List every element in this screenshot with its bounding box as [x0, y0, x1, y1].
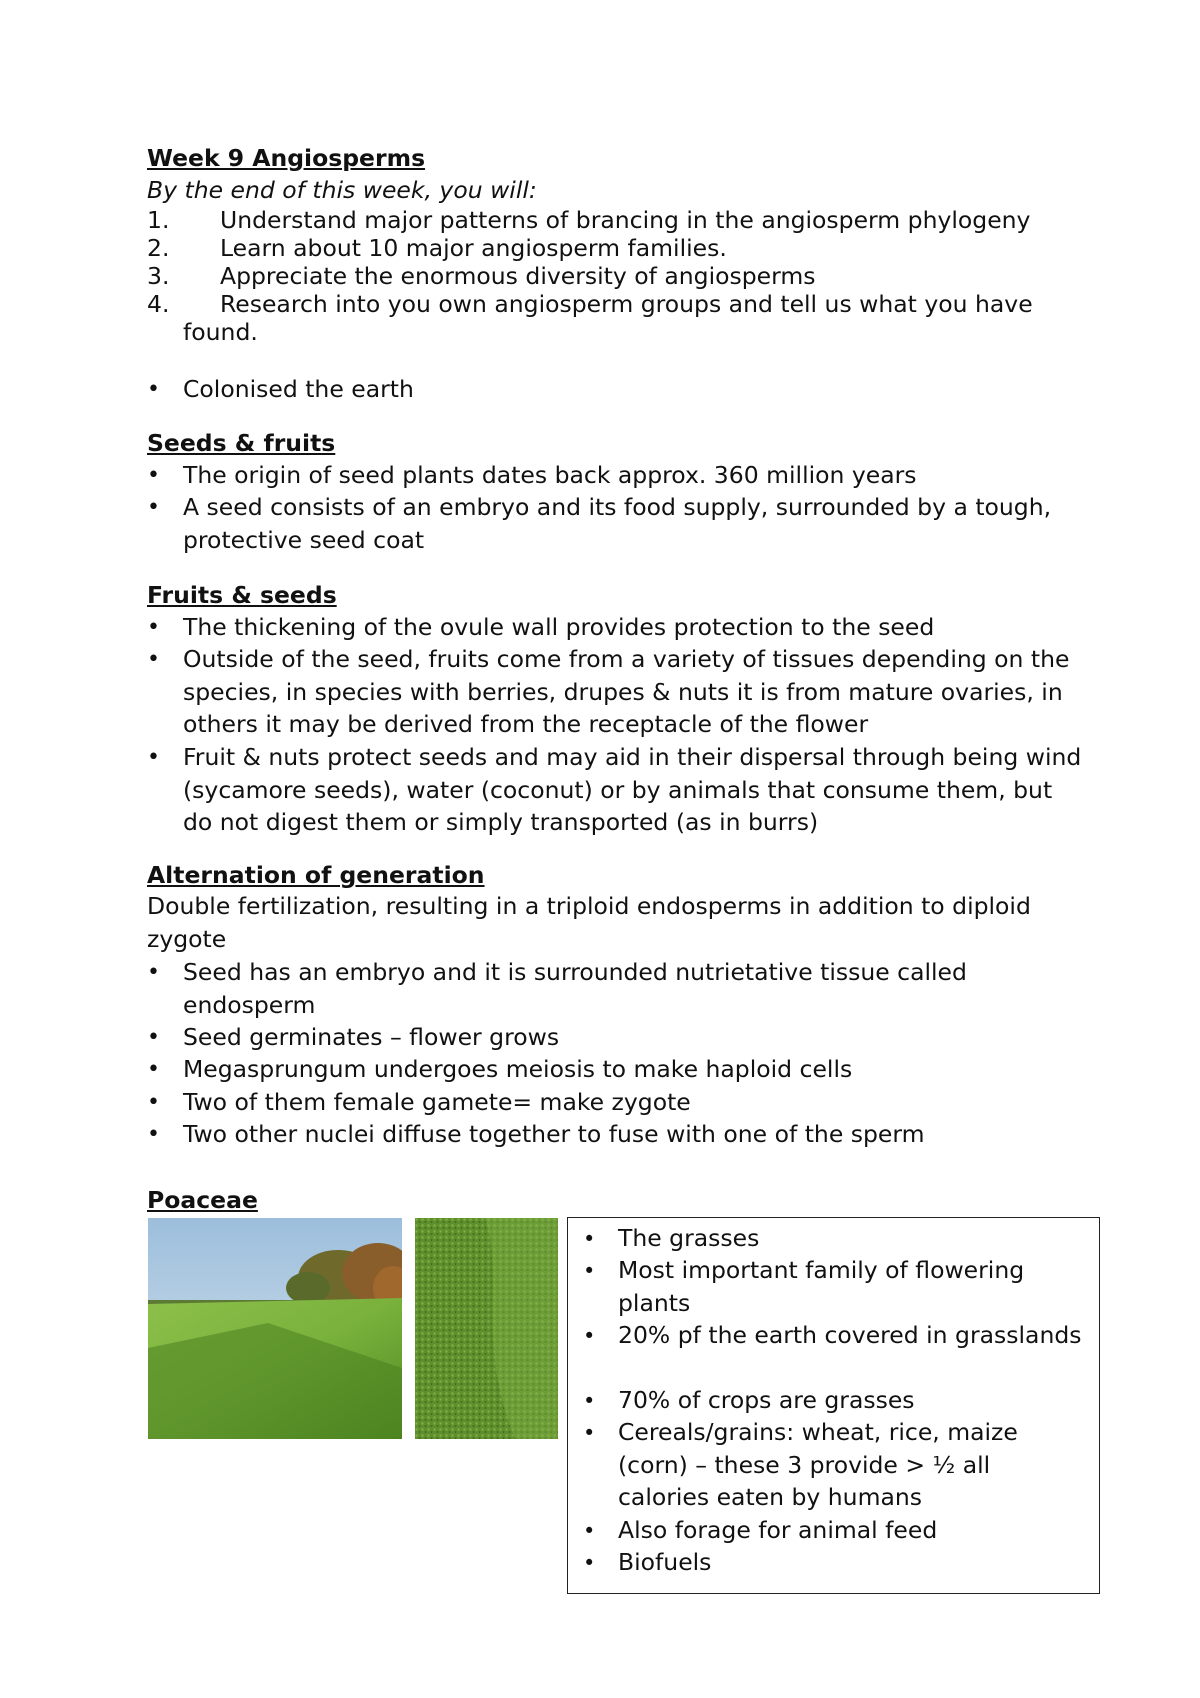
box-bullet-text: Biofuels: [618, 1548, 712, 1576]
section-heading-alternation: Alternation of generation: [147, 861, 485, 889]
bullet-text: Colonised the earth: [183, 375, 414, 403]
section-heading-poaceae: Poaceae: [147, 1186, 258, 1214]
bullet: •: [147, 647, 160, 672]
grass-field-image: [148, 1218, 402, 1439]
bullet: •: [583, 1389, 596, 1413]
bullet-text: Outside of the seed, fruits come from a variety of tissues depending on the species, in species with berries, drupes & nuts it is from mature ovaries, in others it may be derived from the receptacle of the flower: [183, 645, 1070, 738]
box-bullet-text: 70% of crops are grasses: [618, 1386, 915, 1414]
bullet-text: Seed has an embryo and it is surrounded nutrietative tissue called endosperm: [183, 958, 967, 1019]
bullet: •: [147, 1122, 160, 1147]
bullet-text: Seed germinates – flower grows: [183, 1023, 560, 1051]
bullet-text: Two of them female gamete= make zygote: [183, 1088, 691, 1116]
objective-number: 1.: [147, 206, 170, 234]
bullet-text: The thickening of the ovule wall provides protection to the seed: [183, 613, 935, 641]
intro-text: By the end of this week, you will:: [147, 176, 537, 204]
poaceae-facts-box: [567, 1217, 1100, 1594]
objective-number: 4.: [147, 290, 170, 318]
objective-text: Understand major patterns of brancing in the angiosperm phylogeny: [220, 206, 1031, 234]
bullet: •: [147, 1090, 160, 1115]
objective-text: Appreciate the enormous diversity of angiosperms: [220, 262, 816, 290]
bullet: •: [583, 1259, 596, 1283]
page-title: Week 9 Angiosperms: [147, 144, 426, 172]
bullet: •: [147, 463, 160, 488]
bullet-text: The origin of seed plants dates back approx. 360 million years: [183, 461, 917, 489]
bullet: •: [147, 1057, 160, 1082]
grass-closeup-image: [415, 1218, 558, 1439]
box-bullet-text: The grasses: [618, 1224, 760, 1252]
box-bullet-text: Most important family of flowering plants: [618, 1256, 1025, 1317]
bullet: •: [147, 960, 160, 985]
objective-text-continued: found.: [183, 318, 258, 346]
bullet-text: Fruit & nuts protect seeds and may aid in their dispersal through being wind (sycamore seeds), water (coconut) or by animals that consume them, but do not digest them or simply transported (as in burrs): [183, 743, 1082, 836]
section-heading-seeds-fruits: Seeds & fruits: [147, 429, 336, 457]
alternation-paragraph: Double fertilization, resulting in a triploid endosperms in addition to diploid zygote: [147, 892, 1031, 953]
box-bullet-text: Cereals/grains: wheat, rice, maize (corn) – these 3 provide > ½ all calories eaten by humans: [618, 1418, 1018, 1511]
bullet: •: [147, 1025, 160, 1050]
bullet: •: [147, 615, 160, 640]
objective-number: 3.: [147, 262, 170, 290]
bullet: •: [147, 495, 160, 520]
bullet: •: [583, 1551, 596, 1575]
box-bullet-text: Also forage for animal feed: [618, 1516, 938, 1544]
bullet: •: [583, 1421, 596, 1445]
bullet-text: Two other nuclei diffuse together to fuse with one of the sperm: [183, 1120, 925, 1148]
bullet: •: [147, 377, 160, 402]
objective-text: Learn about 10 major angiosperm families.: [220, 234, 727, 262]
bullet: •: [583, 1324, 596, 1348]
bullet: •: [583, 1519, 596, 1543]
box-bullet-text: 20% pf the earth covered in grasslands: [618, 1321, 1082, 1349]
objective-number: 2.: [147, 234, 170, 262]
section-heading-fruits-seeds: Fruits & seeds: [147, 581, 337, 609]
bullet: •: [583, 1227, 596, 1251]
bullet-text: A seed consists of an embryo and its food supply, surrounded by a tough, protective seed coat: [183, 493, 1052, 554]
objective-text: Research into you own angiosperm groups and tell us what you have: [220, 290, 1033, 318]
bullet: •: [147, 745, 160, 770]
bullet-text: Megasprungum undergoes meiosis to make haploid cells: [183, 1055, 853, 1083]
